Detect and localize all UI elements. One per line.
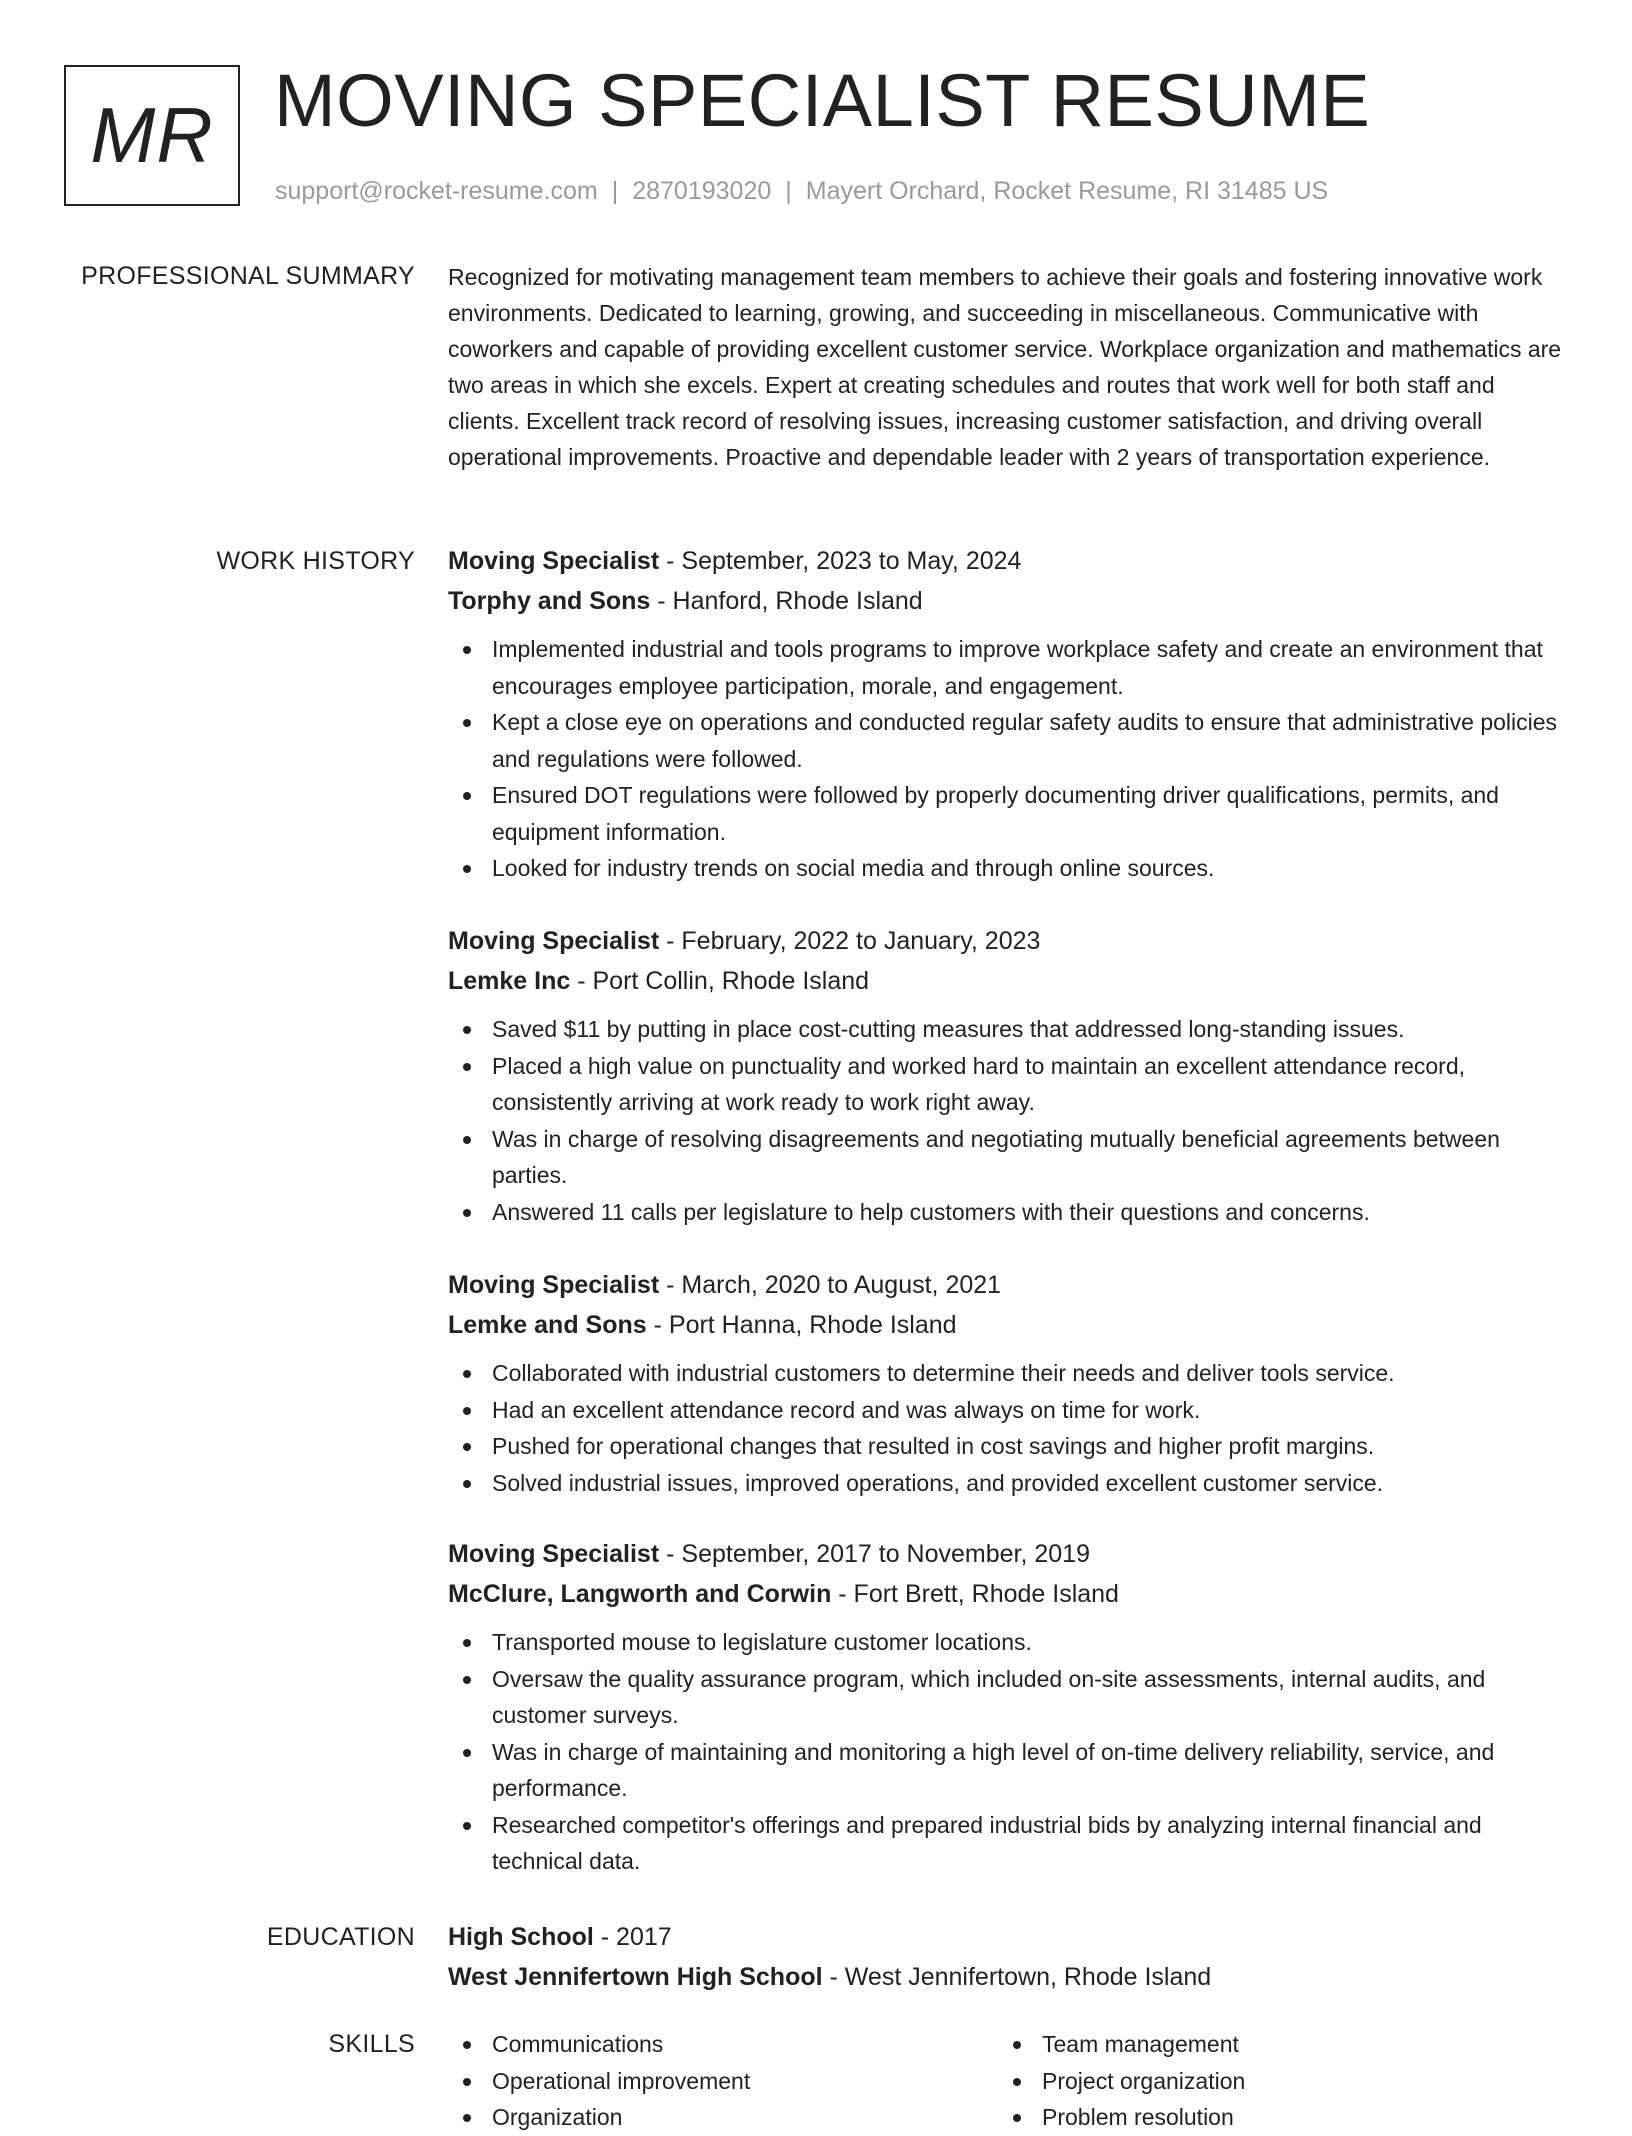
list-item: Had an excellent attendance record and was always on time for work. bbox=[448, 1392, 1568, 1429]
list-item: Looked for industry trends on social media and through online sources. bbox=[448, 850, 1568, 887]
skill-item: Team management bbox=[998, 2026, 1548, 2063]
list-item: Was in charge of maintaining and monitoring a high level of on-time delivery reliability, service, and performance. bbox=[448, 1734, 1568, 1807]
job-title-line bbox=[448, 1534, 1568, 1574]
job-company: Lemke Inc bbox=[448, 967, 571, 995]
job-location: - Port Hanna, Rhode Island bbox=[646, 1311, 957, 1339]
list-item: Kept a close eye on operations and conducted regular safety audits to ensure that administrative policies and regulations were followed. bbox=[448, 704, 1568, 777]
job-dates: - March, 2020 to August, 2021 bbox=[659, 1271, 1002, 1299]
skills-columns bbox=[448, 2026, 1568, 2136]
job-dates: - February, 2022 to January, 2023 bbox=[659, 927, 1041, 955]
monogram-initials: MR bbox=[90, 91, 214, 179]
section-label-education: EDUCATION bbox=[266, 1923, 415, 1951]
job-company: Torphy and Sons bbox=[448, 587, 651, 615]
list-item: Placed a high value on punctuality and worked hard to maintain an excellent attendance record, consistently arriving at work ready to work right away. bbox=[448, 1048, 1568, 1121]
job-title-line bbox=[448, 921, 1568, 961]
contact-separator: | bbox=[611, 177, 619, 205]
section-label-summary: PROFESSIONAL SUMMARY bbox=[81, 262, 415, 290]
contact-phone[interactable]: 2870193020 bbox=[632, 177, 772, 205]
job-title: Moving Specialist bbox=[448, 927, 660, 955]
job-bullets bbox=[448, 1624, 1568, 1880]
job-entry bbox=[448, 541, 1568, 887]
list-item: Collaborated with industrial customers to determine their needs and deliver tools service. bbox=[448, 1355, 1568, 1392]
job-title: Moving Specialist bbox=[448, 547, 660, 575]
contact-email[interactable]: support@rocket-resume.com bbox=[275, 177, 598, 205]
job-dates: - September, 2017 to November, 2019 bbox=[659, 1540, 1090, 1568]
contact-line bbox=[275, 175, 1328, 207]
education-location: - West Jennifertown, Rhode Island bbox=[822, 1963, 1212, 1991]
job-entry bbox=[448, 921, 1568, 1230]
job-company-line bbox=[448, 581, 1568, 621]
list-item: Transported mouse to legislature customer locations. bbox=[448, 1624, 1568, 1661]
contact-address: Mayert Orchard, Rocket Resume, RI 31485 US bbox=[805, 177, 1329, 205]
education-school: West Jennifertown High School bbox=[448, 1963, 823, 1991]
job-location: - Hanford, Rhode Island bbox=[650, 587, 923, 615]
education-degree-line bbox=[448, 1917, 1568, 1957]
list-item: Oversaw the quality assurance program, which included on-site assessments, internal audits, and customer surveys. bbox=[448, 1661, 1568, 1734]
education-entry bbox=[448, 1917, 1568, 1997]
monogram-box bbox=[64, 65, 240, 206]
list-item: Saved $11 by putting in place cost-cutting measures that addressed long-standing issues. bbox=[448, 1011, 1568, 1048]
skill-item: Organization bbox=[448, 2099, 998, 2136]
skill-item: Operational improvement bbox=[448, 2063, 998, 2100]
job-company: Lemke and Sons bbox=[448, 1311, 647, 1339]
skills-list-left bbox=[448, 2026, 998, 2136]
list-item: Researched competitor's offerings and prepared industrial bids by analyzing internal financial and technical data. bbox=[448, 1807, 1568, 1880]
job-entry bbox=[448, 1265, 1568, 1501]
job-entry bbox=[448, 1534, 1568, 1880]
section-label-work-history: WORK HISTORY bbox=[216, 547, 415, 575]
education-degree: High School bbox=[448, 1923, 594, 1951]
list-item: Was in charge of resolving disagreements and negotiating mutually beneficial agreements between parties. bbox=[448, 1121, 1568, 1194]
summary-text: Recognized for motivating management team members to achieve their goals and fostering innovative work environments. Dedicated to learning, growing, and succeeding in miscellaneous. Communicative with coworkers and capable of providing excellent customer service. Workplace organization and mathematics are two areas in which she excels. Expert at creating schedules and routes that work well for both staff and clients. Excellent track record of resolving issues, increasing customer satisfaction, and driving overall operational improvements. Proactive and dependable leader with 2 years of transportation experience. bbox=[448, 264, 1562, 470]
job-title-line bbox=[448, 1265, 1568, 1305]
job-company-line bbox=[448, 1574, 1568, 1614]
skills-list-right bbox=[998, 2026, 1548, 2136]
job-bullets bbox=[448, 631, 1568, 887]
job-title-line bbox=[448, 541, 1568, 581]
list-item: Implemented industrial and tools programs to improve workplace safety and create an environment that encourages employee participation, morale, and engagement. bbox=[448, 631, 1568, 704]
summary-body bbox=[448, 259, 1568, 475]
job-location: - Port Collin, Rhode Island bbox=[570, 967, 870, 995]
list-item: Answered 11 calls per legislature to help customers with their questions and concerns. bbox=[448, 1194, 1568, 1231]
job-location: - Fort Brett, Rhode Island bbox=[831, 1580, 1119, 1608]
contact-separator: | bbox=[785, 177, 792, 205]
job-company-line bbox=[448, 1305, 1568, 1345]
list-item: Pushed for operational changes that resulted in cost savings and higher profit margins. bbox=[448, 1428, 1568, 1465]
skills-body bbox=[448, 2026, 1568, 2136]
section-label-skills: SKILLS bbox=[328, 2030, 415, 2058]
skill-item: Problem resolution bbox=[998, 2099, 1548, 2136]
skill-item: Project organization bbox=[998, 2063, 1548, 2100]
education-school-line bbox=[448, 1957, 1568, 1997]
job-title: Moving Specialist bbox=[448, 1271, 660, 1299]
job-company-line bbox=[448, 961, 1568, 1001]
page-title: MOVING SPECIALIST RESUME bbox=[274, 59, 1371, 142]
skill-item: Communications bbox=[448, 2026, 998, 2063]
education-year: - 2017 bbox=[593, 1923, 672, 1951]
list-item: Solved industrial issues, improved operations, and provided excellent customer service. bbox=[448, 1465, 1568, 1502]
job-bullets bbox=[448, 1011, 1568, 1230]
job-company: McClure, Langworth and Corwin bbox=[448, 1580, 832, 1608]
job-dates: - September, 2023 to May, 2024 bbox=[659, 547, 1022, 575]
job-title: Moving Specialist bbox=[448, 1540, 660, 1568]
job-bullets bbox=[448, 1355, 1568, 1501]
list-item: Ensured DOT regulations were followed by properly documenting driver qualifications, permits, and equipment information. bbox=[448, 777, 1568, 850]
